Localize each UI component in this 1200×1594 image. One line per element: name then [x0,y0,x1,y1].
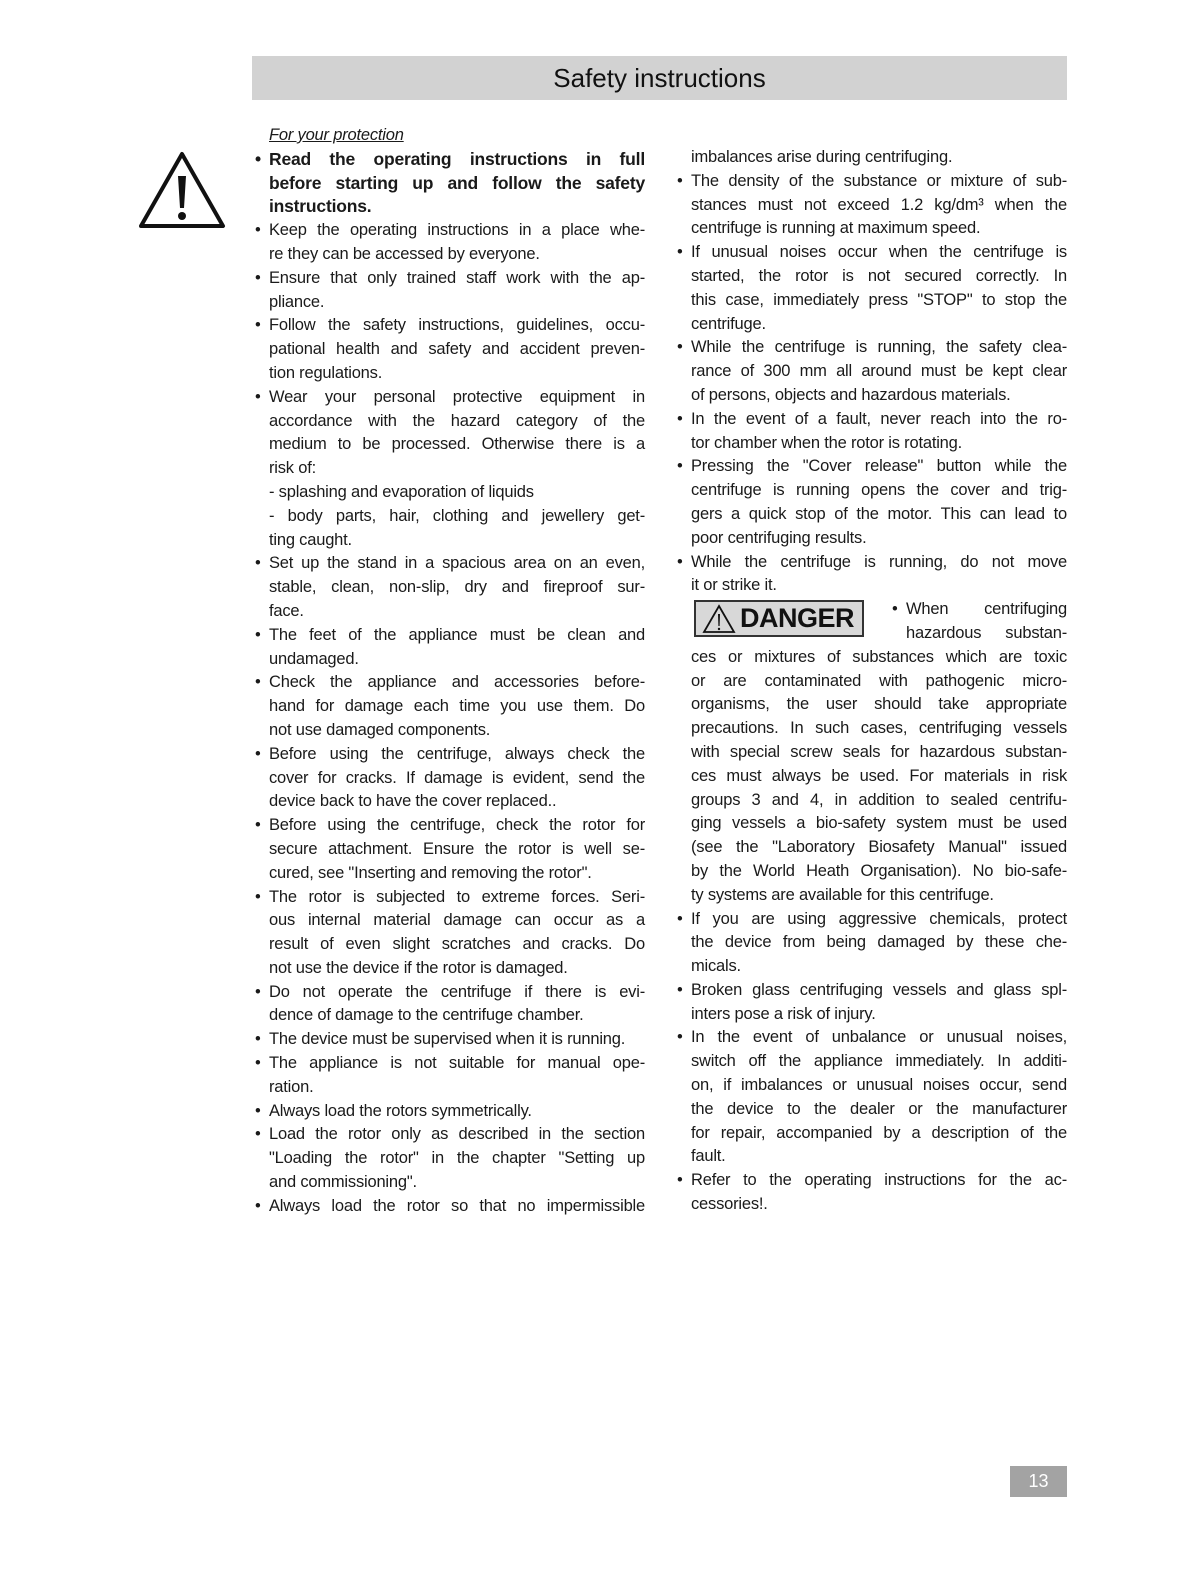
text-line [269,719,645,743]
text-line [691,217,1067,241]
line-text: face. [269,601,304,620]
line-text: and commissioning". [269,1173,417,1192]
left-column [255,124,645,1219]
line-text: Broken glass centrifuging vessels and glass spl- [691,980,1067,999]
text-line [269,529,645,553]
bullet-icon: • [677,909,683,928]
text-line [255,886,645,910]
text-line [255,743,645,767]
warning-triangle-icon [138,150,226,230]
line-text: While the centrifuge is running, the safety clea- [691,338,1067,357]
text-line [691,741,1067,765]
bullet-icon: • [255,982,261,1001]
danger-label [694,600,864,637]
text-line [677,336,1067,360]
bullet-icon: • [255,148,261,169]
text-line [269,457,645,481]
line-text: poor centrifuging results. [691,528,867,547]
bullet-icon: • [255,1030,261,1049]
text-line [269,505,645,529]
bullet-icon: • [892,600,898,619]
bullet-icon: • [255,268,261,287]
bullet-icon: • [255,221,261,240]
line-text: micals. [691,957,741,976]
line-text: risk of: [269,459,316,478]
text-line [691,503,1067,527]
line-text: ty systems are available for this centrifuge. [691,885,994,904]
text-line [677,170,1067,194]
line-text: When centrifuging [906,600,1067,619]
line-text: not use damaged components. [269,720,491,739]
text-line [269,600,645,624]
line-text: centrifuge. [691,314,766,333]
bullet-icon: • [255,554,261,573]
line-text: hand for damage each time you use them. Do [269,697,645,716]
text-line [691,836,1067,860]
text-line [255,267,645,291]
line-text: precautions. In such cases, centrifuging vessels [691,719,1067,738]
line-text: In the event of unbalance or unusual noises, [691,1028,1067,1047]
text-line [677,1026,1067,1050]
text-line [255,624,645,648]
bullet-icon: • [255,887,261,906]
line-text: or are contaminated with pathogenic micro- [691,671,1067,690]
bullet-icon: • [677,338,683,357]
line-text: Before using the centrifuge, check the rotor for [269,816,645,835]
line-text: centrifuge is running at maximum speed. [691,219,981,238]
line-text: undamaged. [269,649,359,668]
line-text: In the event of a fault, never reach into the ro- [691,409,1067,428]
line-text: Pressing the "Cover release" button while the [691,457,1067,476]
text-line [691,789,1067,813]
line-text: The rotor is subjected to extreme forces. Seri- [269,887,645,906]
text-line [691,313,1067,337]
text-line [269,243,645,267]
line-text: If unusual noises occur when the centrifuge is [691,243,1067,262]
bullet-icon: • [677,552,683,571]
line-text: "Loading the rotor" in the chapter "Setting up [269,1149,645,1168]
line-text: imbalances arise during centrifuging. [691,148,953,166]
line-text: The device must be supervised when it is running. [269,1030,626,1049]
line-text: cured, see "Inserting and removing the rotor". [269,863,592,882]
bullet-icon: • [677,980,683,999]
text-line [269,957,645,981]
line-text: Ensure that only trained staff work with the ap- [269,268,645,287]
danger-warning-icon [702,604,736,634]
text-line [677,551,1067,575]
text-line [691,1193,1067,1217]
text-line [691,384,1067,408]
line-text: Load the rotor only as described in the section [269,1125,645,1144]
text-line [906,622,1067,646]
text-line [269,433,645,457]
text-line [255,1100,645,1124]
line-text: of persons, objects and hazardous materials. [691,385,1011,404]
bullet-icon: • [677,1028,683,1047]
line-text: Wear your personal protective equipment in [269,387,645,406]
text-line [269,338,645,362]
line-text: inters pose a risk of injury. [691,1004,876,1023]
text-line [691,1003,1067,1027]
line-text: secure attachment. Ensure the rotor is well se- [269,839,645,858]
text-line [269,1171,645,1195]
text-line [269,481,645,505]
line-text: ces must always be used. For materials in risk [691,766,1067,785]
text-line [691,432,1067,456]
text-line [691,360,1067,384]
text-line [269,648,645,672]
line-text: ting caught. [269,530,352,549]
bullet-icon: • [677,171,683,190]
bullet-icon: • [255,673,261,692]
line-text: this case, immediately press "STOP" to stop the [691,290,1067,309]
text-line [255,981,645,1005]
page-title: Safety instructions [553,63,766,93]
text-line [269,576,645,600]
text-line [269,362,645,386]
text-line [269,933,645,957]
line-text: Follow the safety instructions, guidelines, occu- [269,316,645,335]
text-line [255,1123,645,1147]
text-line [677,455,1067,479]
line-text: cessories!. [691,1195,768,1214]
text-line [691,194,1067,218]
line-text: fault. [691,1147,726,1166]
line-text: For your protection [269,126,404,144]
line-text: the device from being damaged by these che- [691,933,1067,952]
line-text: Before using the centrifuge, always check the [269,744,645,763]
text-line [255,1052,645,1076]
bullet-icon: • [255,625,261,644]
bullet-icon: • [255,1054,261,1073]
text-line [691,1050,1067,1074]
text-line [691,693,1067,717]
line-text: with special screw seals for hazardous substan- [691,742,1067,761]
text-line [677,241,1067,265]
line-text: centrifuge is running opens the cover and trig- [691,481,1067,500]
text-line [691,884,1067,908]
text-line [269,767,645,791]
line-text: (see the "Laboratory Biosafety Manual" issued [691,838,1067,857]
line-text: If you are using aggressive chemicals, protect [691,909,1067,928]
line-text: The density of the substance or mixture of sub- [691,171,1067,190]
page-header [252,56,1067,100]
bullet-icon: • [677,243,683,262]
right-column [677,146,1067,1217]
line-text: before starting up and follow the safety [269,172,645,193]
text-line [691,146,1067,170]
line-text: organisms, the user should take appropriate [691,695,1067,714]
text-line [677,908,1067,932]
text-line [269,1004,645,1028]
text-line [255,1028,645,1052]
text-line [677,1169,1067,1193]
line-text: device back to have the cover replaced.. [269,792,557,811]
text-line [269,909,645,933]
line-text: dence of damage to the centrifuge chamber. [269,1006,584,1025]
text-line [691,289,1067,313]
line-text: rance of 300 mm all around must be kept clear [691,362,1067,381]
text-line [269,838,645,862]
line-text: Check the appliance and accessories before- [269,673,645,692]
text-line [255,814,645,838]
line-text: tor chamber when the rotor is rotating. [691,433,963,452]
text-line [255,1195,645,1219]
text-line [255,148,645,172]
text-line [691,717,1067,741]
line-text: started, the rotor is not secured correctly. In [691,266,1067,285]
text-line [269,291,645,315]
text-line [255,314,645,338]
text-line [269,1147,645,1171]
text-line [255,219,645,243]
text-line [691,646,1067,670]
line-text: Always load the rotor so that no impermissible [269,1196,645,1215]
line-text: pational health and safety and accident preven- [269,340,645,359]
line-text: pliance. [269,292,325,311]
text-line [255,386,645,410]
line-text: Do not operate the centrifuge if there is evi- [269,982,645,1001]
line-text: - body parts, hair, clothing and jewellery get- [269,506,645,525]
line-text: Read the operating instructions in full [269,148,645,169]
bullet-icon: • [677,1171,683,1190]
text-line [691,670,1067,694]
line-text: gers a quick stop of the motor. This can lead to [691,504,1067,523]
text-line [269,172,645,196]
line-text: re they can be accessed by everyone. [269,244,540,263]
text-line [691,955,1067,979]
line-text: ging vessels a bio-safety system must be used [691,814,1067,833]
text-line [691,931,1067,955]
text-line [691,1098,1067,1122]
bullet-icon: • [255,816,261,835]
text-line [691,265,1067,289]
page-number: 13 [1010,1466,1067,1497]
section-subheading [269,124,645,148]
text-line [269,790,645,814]
line-text: While the centrifuge is running, do not move [691,552,1067,571]
bullet-icon: • [255,1101,261,1120]
line-text: Set up the stand in a spacious area on an even, [269,554,645,573]
line-text: ous internal material damage can occur as a [269,911,645,930]
line-text: groups 3 and 4, in addition to sealed centrifu- [691,790,1067,809]
line-text: Keep the operating instructions in a place whe- [269,221,645,240]
line-text: The appliance is not suitable for manual ope- [269,1054,645,1073]
text-line [691,860,1067,884]
line-text: accordance with the hazard category of the [269,411,645,430]
bullet-icon: • [255,1125,261,1144]
line-text: medium to be processed. Otherwise there is a [269,435,645,454]
line-text: ration. [269,1077,314,1096]
line-text: ces or mixtures of substances which are toxic [691,647,1067,666]
text-line [255,671,645,695]
text-line [691,1145,1067,1169]
text-line [691,479,1067,503]
bullet-icon: • [255,744,261,763]
bullet-icon: • [255,1196,261,1215]
line-text: stances must not exceed 1.2 kg/dm³ when the [691,195,1067,214]
text-line [255,552,645,576]
line-text: Refer to the operating instructions for the ac- [691,1171,1067,1190]
text-line [892,598,1067,622]
line-text: for repair, accompanied by a description of the [691,1123,1067,1142]
text-line [691,1074,1067,1098]
line-text: stable, clean, non-slip, dry and fireproof sur- [269,578,645,597]
text-line [269,862,645,886]
text-line [691,574,1067,598]
text-line [691,527,1067,551]
line-text: the device to the dealer or the manufacturer [691,1099,1067,1118]
line-text: it or strike it. [691,576,777,595]
line-text: Always load the rotors symmetrically. [269,1101,532,1120]
line-text: by the World Heath Organisation). No bio-safe- [691,861,1067,880]
text-line [269,1076,645,1100]
line-text: on, if imbalances or unusual noises occur, send [691,1076,1067,1095]
bullet-icon: • [677,457,683,476]
line-text: not use the device if the rotor is damaged. [269,958,568,977]
text-line [269,195,645,219]
bullet-icon: • [255,316,261,335]
bullet-icon: • [677,409,683,428]
bullet-icon: • [255,387,261,406]
line-text: - splashing and evaporation of liquids [269,482,534,501]
line-text: tion regulations. [269,363,383,382]
line-text: instructions. [269,196,372,217]
line-text: cover for cracks. If damage is evident, send the [269,768,645,787]
text-line [677,979,1067,1003]
text-line [269,695,645,719]
text-line [691,1122,1067,1146]
danger-text: DANGER [740,603,855,633]
text-line [691,765,1067,789]
text-line [691,812,1067,836]
line-text: The feet of the appliance must be clean and [269,625,645,644]
text-line [677,408,1067,432]
text-line [269,410,645,434]
line-text: hazardous substan- [906,623,1067,642]
line-text: switch off the appliance immediately. In additi- [691,1052,1067,1071]
line-text: result of even slight scratches and cracks. Do [269,935,645,954]
